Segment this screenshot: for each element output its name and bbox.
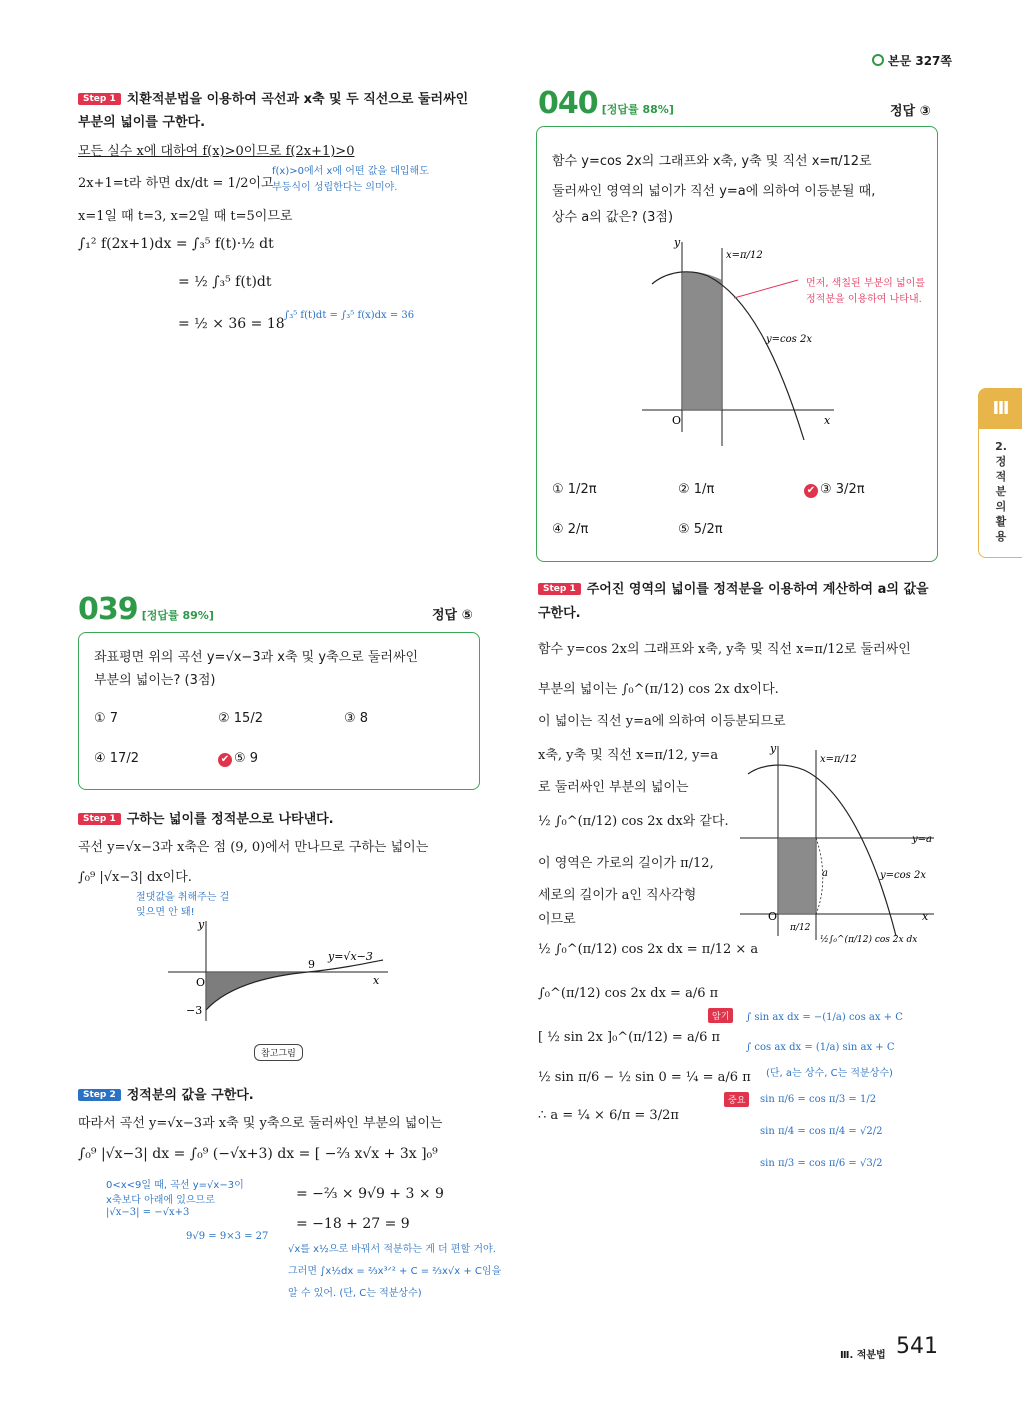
function-label: y=cos 2x	[766, 334, 812, 345]
question-text: 부분의 넓이는? (3점)	[94, 673, 216, 688]
solution-line: = −18 + 27 = 9	[296, 1216, 410, 1232]
solution-line: 이므로	[538, 912, 576, 927]
solution-line: 세로의 길이가 a인 직사각형	[538, 888, 697, 903]
x-axis-label: x	[922, 910, 929, 923]
problem-040-header	[538, 86, 674, 121]
choice-2[interactable]: ② 15/2	[218, 711, 263, 726]
page-number: 541	[896, 1334, 938, 1359]
choice-5[interactable]: ✔ ⑤ 9	[218, 751, 258, 767]
neg3-label: −3	[186, 1004, 203, 1017]
solution-line: ½ ∫₀^(π/12) cos 2x dx와 같다.	[538, 814, 729, 829]
choice-5[interactable]: ⑤ 5/2π	[678, 522, 723, 537]
annotation-note: 절댓값을 취해주는 걸	[136, 892, 230, 903]
question-text: 좌표평면 위의 곡선 y=√x−3과 x축 및 y축으로 둘러싸인	[94, 650, 419, 665]
annotation-note: 9√9 = 9×3 = 27	[186, 1231, 269, 1242]
reference-figure-tag: 참고그림	[254, 1044, 303, 1061]
annotation-note: 그러면 ∫x½dx = ⅔x³ᐟ² + C = ⅔x√x + C임을	[288, 1266, 502, 1277]
annotation-note: 부등식이 성립한다는 의미야.	[272, 182, 398, 193]
step1-heading-038: Step 1 치환적분법을 이용하여 곡선과 x축 및 두 직선으로 둘러싸인	[78, 88, 468, 107]
solution-line: 2x+1=t라 하면 dx/dt = 1/2이고	[78, 176, 274, 191]
function-label: y=cos 2x	[880, 870, 926, 881]
solution-line: ∫₁² f(2x+1)dx = ∫₃⁵ f(t)·½ dt	[78, 236, 274, 252]
graph-note: 먼저, 색칠된 부분의 넓이를	[806, 278, 925, 289]
check-mark-icon: ✔	[804, 484, 818, 498]
graph-040	[638, 236, 838, 466]
solution-line: ½ sin π/6 − ½ sin 0 = ¼ = a/6 π	[538, 1070, 751, 1085]
annotation-note: x축보다 아래에 있으므로	[106, 1195, 215, 1206]
solution-line: [ ½ sin 2x ]₀^(π/12) = a/6 π	[538, 1030, 721, 1045]
solution-line: ∫₀⁹ |√x−3| dx이다.	[78, 870, 192, 885]
solution-line: 따라서 곡선 y=√x−3과 x축 및 y축으로 둘러싸인 부분의 넓이는	[78, 1116, 443, 1131]
memo-tag: 암기	[708, 1008, 733, 1023]
solution-line: 모든 실수 x에 대하여 f(x)>0이므로 f(2x+1)>0	[78, 144, 355, 159]
origin-label: O	[768, 910, 778, 923]
annotation-note: √x를 x½으로 바꿔서 적분하는 게 더 편할 거야.	[288, 1244, 496, 1255]
chapter-section-label: 2. 정 적 분 의 활 용	[995, 440, 1007, 543]
annotation-note: 잊으면 안 돼!	[136, 907, 195, 918]
chapter-roman: Ⅲ	[979, 389, 1022, 429]
solution-line: = −⅔ × 9√9 + 3 × 9	[296, 1186, 444, 1202]
answer-label: 정답 ⑤	[432, 608, 473, 623]
memo-box	[708, 1008, 733, 1023]
solution-line: 곡선 y=√x−3과 x축은 점 (9, 0)에서 만나므로 구하는 넓이는	[78, 840, 429, 855]
x-axis-label: x	[824, 414, 831, 427]
memo-formula: ∫ sin ax dx = −(1/a) cos ax + C	[746, 1012, 903, 1023]
answer-label: 정답 ③	[890, 104, 931, 119]
solution-line: = ½ ∫₃⁵ f(t)dt	[178, 274, 272, 290]
check-mark-icon: ✔	[218, 753, 232, 767]
annotation-note: 알 수 있어. (단, C는 적분상수)	[288, 1288, 422, 1299]
x-line-label: x=π/12	[820, 754, 857, 765]
correct-rate: [정답률 89%]	[141, 609, 214, 622]
important-tag: 중요	[724, 1092, 749, 1107]
memo-note: (단, a는 상수, C는 적분상수)	[766, 1068, 893, 1079]
choice-1[interactable]: ① 7	[94, 711, 119, 726]
solution-line: 부분의 넓이는 ∫₀^(π/12) cos 2x dx이다.	[538, 682, 779, 697]
solution-line: ∫₀^(π/12) cos 2x dx = a/6 π	[538, 986, 719, 1001]
x-axis-label: x	[373, 974, 380, 987]
origin-label: O	[196, 976, 206, 989]
step2-heading-039: Step 2 정적분의 값을 구한다.	[78, 1084, 254, 1103]
solution-line: = ½ × 36 = 18	[178, 316, 285, 332]
y-a-label: y=a	[912, 834, 932, 845]
a-label: a	[822, 868, 828, 879]
pi12-label: π/12	[790, 923, 811, 933]
solution-line: 이 넓이는 직선 y=a에 의하여 이등분되므로	[538, 714, 786, 729]
graph-note: 정적분을 이용하여 나타내.	[806, 294, 922, 305]
chapter-side-tab	[978, 388, 1022, 558]
choice-4[interactable]: ④ 17/2	[94, 751, 139, 766]
function-label: y=√x−3	[328, 950, 373, 963]
solution-line: ∫₀⁹ |√x−3| dx = ∫₀⁹ (−√x+3) dx = [ −⅔ x√x + 3x ]₀⁹	[78, 1146, 438, 1162]
y-axis-label: y	[674, 236, 681, 249]
y-axis-label: y	[198, 918, 205, 931]
annotation-note: ∫₃⁵ f(t)dt = ∫₃⁵ f(x)dx = 36	[284, 310, 415, 321]
problem-039-header	[78, 592, 214, 627]
circle-icon	[872, 54, 884, 66]
step1-heading-039: Step 1 구하는 넓이를 정적분으로 나타낸다.	[78, 808, 334, 827]
origin-label: O	[672, 414, 682, 427]
question-text: 둘러싸인 영역의 넓이가 직선 y=a에 의하여 이등분될 때,	[552, 184, 876, 199]
half-integral-label: ½∫₀^(π/12) cos 2x dx	[820, 935, 918, 945]
problem-number: 040	[538, 86, 598, 121]
step1-heading-040-line2: 구한다.	[538, 606, 581, 621]
solution-line: ∴ a = ¼ × 6/π = 3/2π	[538, 1108, 679, 1123]
graph-040-solution	[738, 740, 946, 960]
annotation-note: f(x)>0에서 x에 어떤 값을 대입해도	[272, 166, 429, 177]
solution-line: x=1일 때 t=3, x=2일 때 t=5이므로	[78, 209, 293, 224]
annotation-note: |√x−3| = −√x+3	[106, 1207, 190, 1218]
step1-heading-038-line2: 부분의 넓이를 구한다.	[78, 115, 206, 130]
page-reference: 본문 327쪽	[872, 52, 952, 69]
x-line-label: x=π/12	[726, 250, 763, 261]
important-formula: sin π/3 = cos π/6 = √3/2	[760, 1158, 883, 1169]
problem-number: 039	[78, 592, 138, 627]
important-formula: sin π/4 = cos π/4 = √2/2	[760, 1126, 883, 1137]
important-formula: sin π/6 = cos π/3 = 1/2	[760, 1094, 877, 1105]
graph-039	[168, 916, 398, 1026]
solution-line: 로 둘러싸인 부분의 넓이는	[538, 780, 689, 795]
choice-1[interactable]: ① 1/2π	[552, 482, 597, 497]
y-axis-label: y	[770, 742, 777, 755]
solution-line: ½ ∫₀^(π/12) cos 2x dx = π/12 × a	[538, 942, 759, 957]
choice-4[interactable]: ④ 2/π	[552, 522, 589, 537]
question-text: 상수 a의 값은? (3점)	[552, 210, 674, 225]
annotation-note: 0<x<9일 때, 곡선 y=√x−3이	[106, 1180, 244, 1191]
correct-rate: [정답률 88%]	[601, 103, 674, 116]
nine-label: 9	[308, 958, 315, 971]
solution-line: 함수 y=cos 2x의 그래프와 x축, y축 및 직선 x=π/12로 둘러싸인	[538, 642, 911, 657]
memo-formula: ∫ cos ax dx = (1/a) sin ax + C	[746, 1042, 895, 1053]
important-box	[724, 1092, 749, 1107]
footer-chapter: Ⅲ. 적분법	[840, 1350, 886, 1361]
choice-2[interactable]: ② 1/π	[678, 482, 715, 497]
question-text: 함수 y=cos 2x의 그래프와 x축, y축 및 직선 x=π/12로	[552, 154, 872, 169]
choice-3[interactable]: ✔ ③ 3/2π	[804, 482, 865, 498]
step1-heading-040: Step 1 주어진 영역의 넓이를 정적분을 이용하여 계산하여 a의 값을	[538, 578, 929, 597]
choice-3[interactable]: ③ 8	[344, 711, 369, 726]
solution-line: 이 영역은 가로의 길이가 π/12,	[538, 856, 714, 871]
solution-line: x축, y축 및 직선 x=π/12, y=a	[538, 748, 719, 763]
